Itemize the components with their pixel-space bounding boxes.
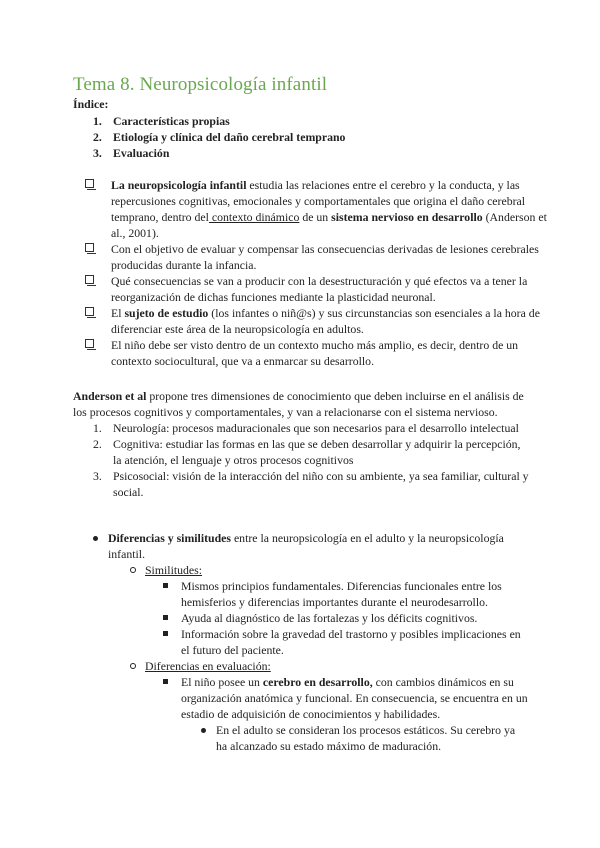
bullet-square-icon <box>163 615 168 620</box>
index-item: 1. Características propias <box>93 114 230 128</box>
checkbox-icon[interactable] <box>85 307 94 316</box>
checkbox-icon[interactable] <box>85 243 94 252</box>
anderson-paragraph: Anderson et al propone tres dimensiones de conocimiento que deben incluirse en el análisis de los procesos cognitivos y comportamentales, y van a relacionarse con el sistema nervioso. <box>73 389 524 419</box>
bullet-square-icon <box>163 583 168 588</box>
similitudes-heading: Similitudes: <box>130 562 430 578</box>
similitud-item: Ayuda al diagnóstico de las fortalezas y los déficits cognitivos. <box>163 610 523 626</box>
index-heading: Índice: <box>73 97 109 111</box>
differences-bullet: Diferencias y similitudes entre la neuropsicología en el adulto y la neuropsicología infantil. <box>93 530 533 562</box>
bullet-dot-icon <box>93 536 98 541</box>
bullet-square-icon <box>163 631 168 636</box>
diferencia-item: El niño posee un cerebro en desarrollo, con cambios dinámicos en su organización anatómica y funcional. En consecuencia, se encuentra en un estadio de adquisición de conocimientos y habilidades. <box>163 674 533 722</box>
checklist-item: Qué consecuencias se van a producir con la desestructuración y qué efectos va a tener la reorganización de dichas funciones mediante la plasticidad neuronal. <box>85 273 547 305</box>
index-item: 3. Evaluación <box>93 146 170 160</box>
similitud-item: Mismos principios fundamentales. Diferencias funcionales entre los hemisferios y diferencias importantes durante el neurodesarrollo. <box>163 578 523 610</box>
dimension-item: 2. Cognitiva: estudiar las formas en las que se deben desarrollar y adquirir la percepción, la atención, el lenguaje y otros procesos cognitivos <box>93 437 521 467</box>
index-item: 2. Etiología y clínica del daño cerebral temprano <box>93 130 346 144</box>
bullet-square-icon <box>163 679 168 684</box>
checkbox-icon[interactable] <box>85 339 94 348</box>
dimension-item: 1. Neurología: procesos maduracionales que son necesarios para el desarrollo intelectual <box>93 421 519 435</box>
checklist-item: El sujeto de estudio (los infantes o niñ@s) y sus circunstancias son esenciales a la hora de diferenciar este área de la neuropsicología en adultos. <box>85 305 547 337</box>
checklist-item: Con el objetivo de evaluar y compensar las consecuencias derivadas de lesiones cerebrales producidas durante la infancia. <box>85 241 547 273</box>
diferencias-evaluacion-heading: Diferencias en evaluación: <box>130 658 430 674</box>
checklist-item: La neuropsicología infantil estudia las relaciones entre el cerebro y la conducta, y las repercusiones cognitivas, emocionales y comportamentales que origina el daño cerebral temprano, dentro del contexto dinámico de un sistema nervioso en desarrollo (Anderson et al., 2001). <box>85 177 547 241</box>
bullet-dot-icon <box>201 728 206 733</box>
bullet-circle-icon <box>130 663 136 669</box>
dimension-item: 3. Psicosocial: visión de la interacción del niño con su ambiente, ya sea familiar, cultural y social. <box>93 469 529 499</box>
checkbox-icon[interactable] <box>85 179 94 188</box>
bullet-circle-icon <box>130 567 136 573</box>
similitud-item: Información sobre la gravedad del trastorno y posibles implicaciones en el futuro del paciente. <box>163 626 523 658</box>
checkbox-icon[interactable] <box>85 275 94 284</box>
checklist-item: El niño debe ser visto dentro de un contexto mucho más amplio, es decir, dentro de un contexto sociocultural, que va a enmarcar su desarrollo. <box>85 337 547 369</box>
adult-note: En el adulto se consideran los procesos estáticos. Su cerebro ya ha alcanzado su estado máximo de maduración. <box>201 722 531 754</box>
page-title: Tema 8. Neuropsicología infantil <box>73 74 328 95</box>
